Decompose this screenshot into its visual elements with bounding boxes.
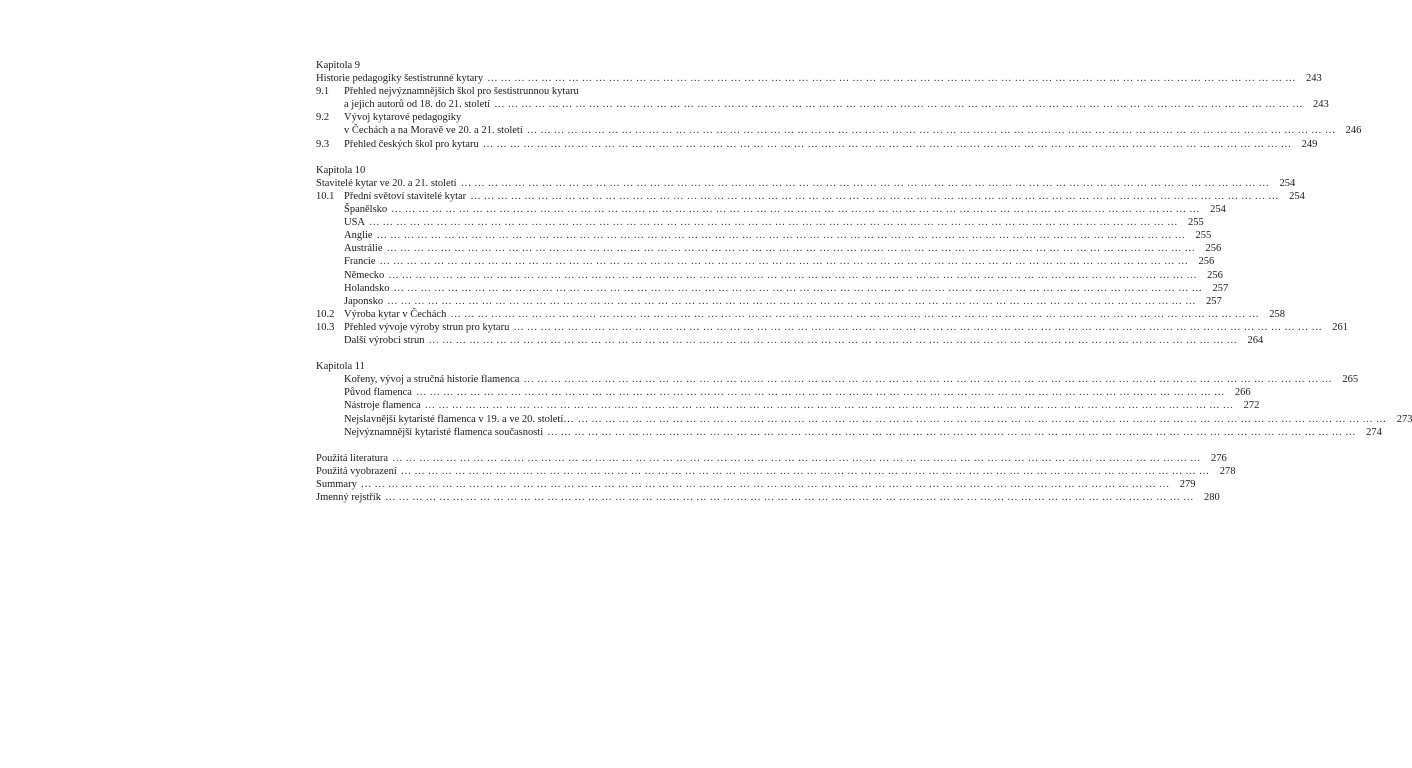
entry-title: Další výrobci strun: [344, 334, 429, 347]
entry-title: Přední světoví stavitelé kytar: [344, 190, 470, 203]
page-number: 256: [1195, 242, 1221, 255]
page-number: 264: [1237, 334, 1263, 347]
page-number: 256: [1188, 255, 1214, 268]
dot-leader: … … … … … … … … … … … … … … … … … … … … … … … … … … … … … … … … … … … … … … … … … … … … … … … … … … … … … … … … … … … …: [494, 99, 1303, 111]
page-number: 243: [1303, 98, 1329, 111]
page-number: 254: [1269, 177, 1295, 190]
toc-chapter: [316, 360, 1412, 439]
dot-leader: … … … … … … … … … … … … … … … … … … … … … … … … … … … … … … … … … … … … … … … … … … … … … … … … … … … … … … … … … … … …: [450, 308, 1260, 320]
entry-title: Použitá vyobrazení: [316, 465, 401, 478]
entry-title: Německo: [344, 269, 388, 282]
dot-leader: … … … … … … … … … … … … … … … … … … … … … … … … … … … … … … … … … … … … … … … … … … … … … … … … … … … … … … … … … … … …: [391, 204, 1200, 216]
entry-title: Přehled nejvýznamnějších škol pro šestistrunnou kytaru: [344, 86, 579, 98]
dot-leader: … … … … … … … … … … … … … … … … … … … … … … … … … … … … … … … … … … … … … … … … … … … … … … … … … … … … … … … … … … … …: [376, 230, 1186, 242]
dot-leader: … … … … … … … … … … … … … … … … … … … … … … … … … … … … … … … … … … … … … … … … … … … … … … … … … … … … … … … … … … … …: [393, 282, 1203, 294]
page-number: 278: [1209, 465, 1235, 478]
entry-title: USA: [344, 216, 369, 229]
toc-entry: [316, 373, 1359, 386]
toc-entry: [316, 399, 1260, 412]
dot-leader: … … … … … … … … … … … … … … … … … … … … … … … … … … … … … … … … … … … … … … … … … … … … … … … … … … … … … … … … … … … …: [385, 492, 1194, 504]
dot-leader: … … … … … … … … … … … … … … … … … … … … … … … … … … … … … … … … … … … … … … … … … … … … … … … … … … … … … … … … … … … …: [470, 190, 1279, 202]
page-number: 254: [1200, 203, 1226, 216]
entry-title: Nejvýznamnější kytaristé flamenca současnosti: [344, 426, 547, 439]
toc-entry: [316, 269, 1223, 282]
dot-leader: … … … … … … … … … … … … … … … … … … … … … … … … … … … … … … … … … … … … … … … … … … … … … … … … … … … … … … … … … … … …: [388, 269, 1197, 281]
section-number: 9.3: [316, 138, 330, 150]
toc-chapter: [316, 59, 1362, 151]
dot-leader: … … … … … … … … … … … … … … … … … … … … … … … … … … … … … … … … … … … … … … … … … … … … … … … … … … … … … … … … … … … …: [523, 374, 1333, 386]
toc-entry: [316, 386, 1251, 399]
entry-title: Přehled českých škol pro kytaru: [344, 138, 483, 151]
dot-leader: … … … … … … … … … … … … … … … … … … … … … … … … … … … … … … … … … … … … … … … … … … … … … … … … … … … … … … … … … … … …: [386, 243, 1196, 255]
dot-leader: … … … … … … … … … … … … … … … … … … … … … … … … … … … … … … … … … … … … … … … … … … … … … … … … … … … … … … … … … … … …: [400, 465, 1210, 477]
toc-entry: [316, 190, 1305, 203]
toc-entry: [316, 295, 1222, 308]
dot-leader: … … … … … … … … … … … … … … … … … … … … … … … … … … … … … … … … … … … … … … … … … … … … … … … … … … … … … … … … … … … …: [547, 426, 1356, 438]
toc-entry: [316, 255, 1215, 268]
page-number: 249: [1291, 138, 1317, 151]
entry-title: Historie pedagogiky šestistrunné kytary: [316, 72, 487, 85]
page-number: 274: [1356, 426, 1382, 439]
page-number: 272: [1233, 399, 1259, 412]
page-number: 257: [1196, 295, 1222, 308]
toc-entry: [316, 321, 1349, 334]
entry-title: Stavitelé kytar ve 20. a 21. století: [316, 177, 461, 190]
entry-title: Francie: [344, 255, 380, 268]
page-number: 280: [1194, 491, 1220, 504]
toc-entry: [316, 465, 1236, 478]
entry-title: Nejslavnější kytaristé flamenca v 19. a ve 20. století…: [344, 413, 578, 426]
dot-leader: … … … … … … … … … … … … … … … … … … … … … … … … … … … … … … … … … … … … … … … … … … … … … … … … … … … … … … … … … … … …: [460, 177, 1270, 189]
entry-title: Výroba kytar v Čechách: [344, 308, 450, 321]
dot-leader: … … … … … … … … … … … … … … … … … … … … … … … … … … … … … … … … … … … … … … … … … … … … … … … … … … … … … … … … … … … …: [513, 321, 1323, 333]
chapter-title: Kapitola 9: [316, 60, 361, 71]
entry-title: Kořeny, vývoj a stručná historie flamenca: [344, 373, 523, 386]
page-number: 255: [1185, 229, 1211, 242]
section-number: 10.3: [316, 321, 335, 333]
dot-leader: … … … … … … … … … … … … … … … … … … … … … … … … … … … … … … … … … … … … … … … … … … … … … … … … … … … … … … … … … … … …: [415, 387, 1225, 399]
section-number: 9.1: [316, 86, 330, 98]
entry-title: Jmenný rejstřík: [316, 491, 385, 504]
entry-title: Holandsko: [344, 282, 394, 295]
entry-title: Austrálie: [344, 242, 387, 255]
entry-title: Anglie: [344, 229, 377, 242]
dot-leader: … … … … … … … … … … … … … … … … … … … … … … … … … … … … … … … … … … … … … … … … … … … … … … … … … … … … … … … … … … … …: [577, 413, 1387, 425]
entry-title: Nástroje flamenca: [344, 399, 425, 412]
toc-entry: [316, 229, 1212, 242]
entry-title: Japonsko: [344, 295, 387, 308]
toc-entry: [316, 426, 1382, 439]
entry-title: Přehled vývoje výroby strun pro kytaru: [344, 321, 513, 334]
chapter-title: Kapitola 11: [316, 361, 365, 373]
dot-leader: … … … … … … … … … … … … … … … … … … … … … … … … … … … … … … … … … … … … … … … … … … … … … … … … … … … … … … … … … … … …: [379, 256, 1189, 268]
toc-entry: [316, 282, 1229, 295]
page-number: 257: [1202, 282, 1228, 295]
dot-leader: … … … … … … … … … … … … … … … … … … … … … … … … … … … … … … … … … … … … … … … … … … … … … … … … … … … … … … … … … … … …: [360, 479, 1170, 490]
toc-entry: [316, 216, 1204, 229]
toc-entry: [316, 203, 1226, 216]
page-number: 279: [1170, 478, 1196, 491]
section-number: 10.1: [316, 190, 335, 202]
entry-title: a jejich autorů od 18. do 21. století: [344, 98, 494, 111]
table-of-contents: [316, 59, 1412, 504]
toc-entry: [316, 85, 708, 98]
chapter-title: Kapitola 10: [316, 164, 366, 176]
page-number: 265: [1332, 373, 1358, 386]
dot-leader: … … … … … … … … … … … … … … … … … … … … … … … … … … … … … … … … … … … … … … … … … … … … … … … … … … … … … … … … … … … …: [526, 125, 1336, 137]
page-number: 273: [1386, 413, 1412, 426]
dot-leader: … … … … … … … … … … … … … … … … … … … … … … … … … … … … … … … … … … … … … … … … … … … … … … … … … … … … … … … … … … … …: [392, 452, 1201, 464]
dot-leader: … … … … … … … … … … … … … … … … … … … … … … … … … … … … … … … … … … … … … … … … … … … … … … … … … … … … … … … … … … … …: [387, 295, 1196, 307]
toc-entry: [316, 72, 1322, 85]
entry-title: v Čechách a na Moravě ve 20. a 21. století: [344, 124, 527, 137]
toc-entry: [316, 177, 1296, 190]
page-number: 276: [1201, 452, 1227, 465]
section-number: 9.2: [316, 112, 330, 124]
section-number: 10.2: [316, 308, 335, 320]
page-number: 256: [1197, 269, 1223, 282]
entry-title: Summary: [316, 478, 361, 491]
dot-leader: … … … … … … … … … … … … … … … … … … … … … … … … … … … … … … … … … … … … … … … … … … … … … … … … … … … … … … … … … … … …: [487, 73, 1296, 85]
dot-leader: … … … … … … … … … … … … … … … … … … … … … … … … … … … … … … … … … … … … … … … … … … … … … … … … … … … … … … … … … … … …: [369, 217, 1178, 229]
entry-title: Původ flamenca: [344, 386, 416, 399]
toc-entry: [316, 413, 1412, 426]
toc-entry: [316, 452, 1227, 465]
toc-chapter: [316, 452, 1236, 504]
page-number: 243: [1296, 72, 1322, 85]
page-number: 246: [1335, 124, 1361, 137]
dot-leader: … … … … … … … … … … … … … … … … … … … … … … … … … … … … … … … … … … … … … … … … … … … … … … … … … … … … … … … … … … … …: [428, 334, 1238, 346]
entry-title: Španělsko: [344, 203, 391, 216]
toc-entry: [316, 308, 1286, 321]
toc-entry: [316, 138, 1318, 151]
page-number: 261: [1322, 321, 1348, 334]
toc-entry: [316, 111, 708, 124]
toc-entry: [316, 124, 1362, 137]
toc-entry: [316, 491, 1220, 504]
toc-entry: [316, 334, 1264, 347]
toc-entry: [316, 98, 1329, 111]
entry-title: Vývoj kytarové pedagogiky: [344, 112, 462, 124]
page-number: 254: [1279, 190, 1305, 203]
dot-leader: … … … … … … … … … … … … … … … … … … … … … … … … … … … … … … … … … … … … … … … … … … … … … … … … … … … … … … … … … … … …: [482, 138, 1292, 150]
entry-title: Použitá literatura: [316, 452, 392, 465]
page-number: 266: [1225, 386, 1251, 399]
page-number: 258: [1259, 308, 1285, 321]
toc-chapter: [316, 164, 1349, 347]
page-number: 255: [1178, 216, 1204, 229]
dot-leader: … … … … … … … … … … … … … … … … … … … … … … … … … … … … … … … … … … … … … … … … … … … … … … … … … … … … … … … … … … … …: [424, 400, 1234, 412]
toc-entry: [316, 478, 1196, 491]
toc-entry: [316, 242, 1222, 255]
